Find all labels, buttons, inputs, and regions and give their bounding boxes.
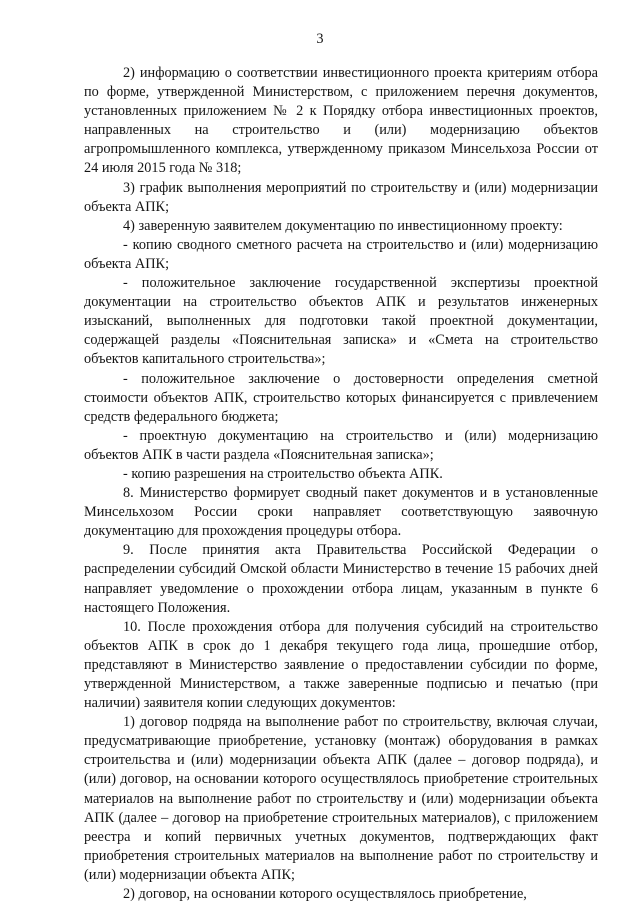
paragraph-item-4-documentation: 4) заверенную заявителем документацию по инвестиционному проекту: xyxy=(123,217,563,234)
paragraph-item-2-info: 2) информацию о соответствии инвестиционного проекта критериям отбора по форме, утвержденной Министерством, с приложением перечня документов, установленных приложением № 2 к Порядку отбора инвестиционных проектов, направленных на строительство и (или) модернизацию объектов агропромышленного комплекса, утвержденному приказом Минсельхоза России от 24 июля 2015 года № 318; xyxy=(84,65,598,177)
paragraph-section-8: 8. Министерство формирует сводный пакет документов и в установленные Минсельхозом России сроки направляет соответствующую заявочную документацию для прохождения процедуры отбора. xyxy=(84,485,598,540)
paragraph-bullet-estimate-copy: - копию сводного сметного расчета на строительство и (или) модернизацию объекта АПК; xyxy=(84,236,598,272)
paragraph-section-10: 10. После прохождения отбора для получения субсидий на строительство объектов АПК в срок до 1 декабря текущего года лица, прошедшие отбор, представляют в Министерство заявление о предоставлении субсидии по форме, утвержденной Министерством, а также заверенные подписью и печатью (при наличии) заявителя копии следующих документов: xyxy=(84,618,598,712)
body-text xyxy=(84,64,598,904)
page-number: 3 xyxy=(316,31,324,47)
paragraph-bullet-cost-reliability: - положительное заключение о достоверности определения сметной стоимости объектов АПК, строительство которых финансируется с привлечением средств федерального бюджета; xyxy=(84,370,598,425)
paragraph-bullet-project-documentation: - проектную документацию на строительство и (или) модернизацию объектов АПК в части раздела «Пояснительная записка»; xyxy=(84,427,598,463)
paragraph-bullet-permit-copy: - копию разрешения на строительство объекта АПК. xyxy=(123,465,443,482)
paragraph-item-3-schedule: 3) график выполнения мероприятий по строительству и (или) модернизации объекта АПК; xyxy=(84,179,598,215)
paragraph-section-9: 9. После принятия акта Правительства Российской Федерации о распределении субсидий Омской области Министерство в течение 15 рабочих дней направляет уведомление о прохождении отбора лицам, указанным в пункте 6 настоящего Положения. xyxy=(84,542,598,616)
paragraph-section-10-item-1: 1) договор подряда на выполнение работ по строительству, включая случаи, предусматривающие приобретение, установку (монтаж) оборудования в рамках строительства и (или) модернизации объекта АПК (далее – договор подряда), и (или) договор, на основании которого осуществлялось приобретение строительных материалов на выполнение работ по строительству и (или) модернизации объекта АПК (далее – договор на приобретение строительных материалов), с приложением реестра и копий первичных учетных документов, подтверждающих факт приобретения строительных материалов на выполнение работ по строительству и (или) модернизации объекта АПК; xyxy=(84,714,598,883)
paragraph-section-10-item-2: 2) договор, на основании которого осуществлялось приобретение, xyxy=(123,886,527,903)
paragraph-bullet-state-expertise: - положительное заключение государственной экспертизы проектной документации на строительство объектов АПК и результатов инженерных изысканий, выполненных для подготовки такой проектной документации, содержащей разделы «Пояснительная записка» и «Смета на строительство объектов капитального строительства»; xyxy=(84,275,598,368)
